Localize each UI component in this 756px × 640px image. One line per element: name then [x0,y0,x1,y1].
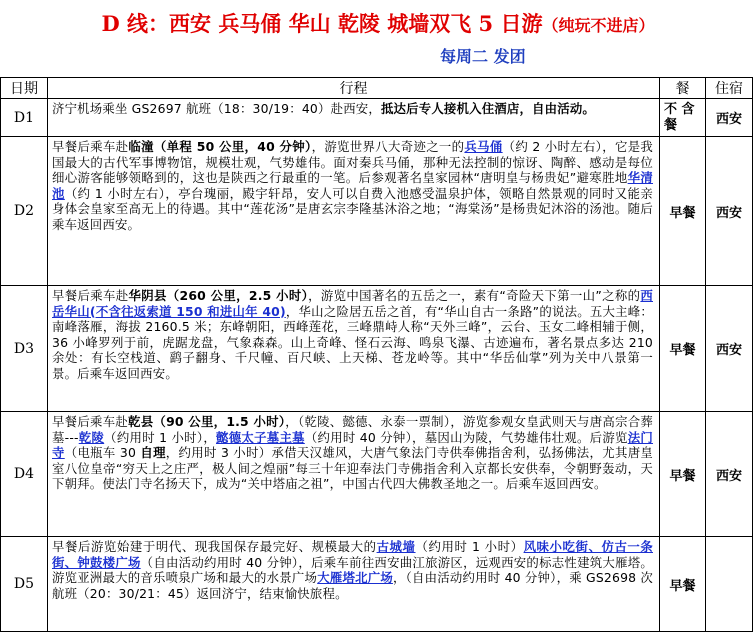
description-text: ，约用时 3 小时）承借天汉雄风，大唐气象法门寺供奉佛指舍利，弘扬佛法，尤其唐皇室八位皇帝“穷天上之庄严，极人间之煌丽”每三十年迎奉法门寺佛指舍利入京都长安供奉，令朝野轰动，天下朝拜。使法门寺名扬天下，成为“关中塔庙之祖”，中国古代四大佛教圣地之一。后乘车返回西安。 [52,445,654,492]
description-text: 自理 [140,445,166,461]
day-label: D5 [1,537,48,632]
meal-cell: 早餐 [660,412,706,537]
day-label: D1 [1,99,48,137]
stay-cell: 西安 [706,412,753,537]
table-row [1,537,753,632]
stay-cell: 西安 [706,137,753,286]
stay-cell: 西安 [706,99,753,137]
description-text: 早餐后游览始建于明代、现我国保存最完好、规模最大的 [52,539,377,554]
attraction-link: (不含往返索道 150 和进山年 40) [89,303,286,319]
description-text: ，（乾陵、懿德、永泰一票制），游览参观女皇武则天与唐高宗合葬墓--- [52,414,653,445]
day-description [48,99,660,137]
description-text: 早餐后乘车赴 [52,288,129,303]
meal-cell: 早餐 [660,137,706,286]
description-text: ，华山之险居五岳之首，有“华山自古一条路”的说法。五大主峰：南峰落雁，海拔 2160.5 米；东峰朝阳，西峰莲花，三峰鼎峙人称“天外三峰”，云台、玉女二峰相辅于侧，36 小峰罗列于前，虎踞龙盘，气象森森。山上奇峰、怪石云海、鸣泉飞瀑、古迹遍布，著名景点多达 210 余处：有长空栈道、鹞子翻身、千尺幢、百尺峡、上天梯、苍龙岭等。其中“华岳仙掌”列为关中八景第一景。后乘车返回西安。 [52,303,654,381]
header-date: 日期 [1,78,48,99]
departure-schedule: 每周二 发团 [440,47,526,66]
attraction-link: 西岳华山 [52,288,653,319]
attraction-link: 华清池 [52,170,653,201]
description-text: （电瓶车 30 [64,445,141,461]
description-text: 乾县（90 公里，1.5 小时） [128,414,286,429]
description-text: ，游览世界八大奇迹之一的 [311,139,465,154]
description-text: 早餐后乘车赴 [52,139,129,154]
description-text: （约 1 小时左右），亭台瑰丽，殿宇轩昂，安人可以自费入池感受温泉护体，领略自然景观的同时又能亲身体会皇家至高无上的待遇。其中“莲花汤”是唐玄宗李隆基沐浴之地；“海棠汤”是杨贵妃沐浴的汤池。随后乘车返回西安。 [52,185,653,232]
description-text: （约用时 1 小时）， [104,429,217,445]
day-label: D2 [1,137,48,286]
itinerary-table [0,77,753,632]
attraction-link: 风味小吃街、仿古一条街、钟鼓楼广场 [52,539,653,570]
day-description [48,137,660,286]
day-label: D3 [1,286,48,412]
table-row [1,137,753,286]
description-text: 抵达后专人接机入住酒店，自由活动。 [380,101,596,116]
table-header-row [1,78,753,99]
description-text: （约用时 1 小时） [415,539,524,554]
header-meal: 餐 [660,78,706,99]
attraction-link: 懿德太子墓主墓 [216,429,305,445]
table-row [1,99,753,137]
meal-cell: 早餐 [660,537,706,632]
header-itinerary: 行程 [48,78,660,99]
day-label: D4 [1,412,48,537]
day-description [48,412,660,537]
meal-cell: 早餐 [660,286,706,412]
description-text: 临潼（单程 50 公里，40 分钟） [128,139,312,154]
description-text: （自由活动约用时 40 分钟），后乘车前往西安曲江旅游区，远观西安的标志性建筑大雁塔。游览亚洲最大的音乐喷泉广场和最大的水景广场 [52,554,653,586]
description-text: （约用时 40 分钟），墓因山为陵，气势雄伟壮观。后游览 [304,429,628,445]
header-stay: 住宿 [706,78,753,99]
day-description [48,537,660,632]
stay-cell [706,537,753,632]
description-text: 济宁机场乘坐 GS2697 航班（18：30/19：40）赴西安， [52,101,381,116]
title-note: （纯玩不进店） [542,16,655,35]
description-text: 早餐后乘车赴 [52,414,129,429]
title-main: D 线：西安 兵马俑 华山 乾陵 城墙双飞 5 日游 [101,11,543,36]
description-text: ，（自由活动约用时 40 分钟），乘 GS2698 次航班（20：30/21：45）返回济宁，结束愉快旅程。 [52,570,653,601]
table-row [1,412,753,537]
description-text: ，游览中国著名的五岳之一，素有“奇险天下第一山”之称的 [308,288,641,303]
description-text: 华阴县（260 公里，2.5 小时） [128,288,309,303]
attraction-link: 大雁塔北广场 [317,570,393,586]
stay-cell: 西安 [706,286,753,412]
meal-cell: 不 含 餐 [660,99,706,137]
attraction-link: 法门寺 [52,429,653,461]
page-title [0,8,756,38]
table-row [1,286,753,412]
description-text: （约 2 小时左右），它是我国最大的古代军事博物馆，规模壮观，气势雄伟。面对秦兵马俑，那种无法控制的惊讶、陶醉、感动是每位细心游客能够领略到的，这也是陕西之行最重的一笔。后参观著名皇家园林“唐明皇与杨贵妃”避寒胜地 [52,139,654,186]
attraction-link: 古城墙 [376,539,416,554]
attraction-link: 兵马俑 [464,139,503,154]
attraction-link: 乾陵 [78,429,105,445]
day-description [48,286,660,412]
